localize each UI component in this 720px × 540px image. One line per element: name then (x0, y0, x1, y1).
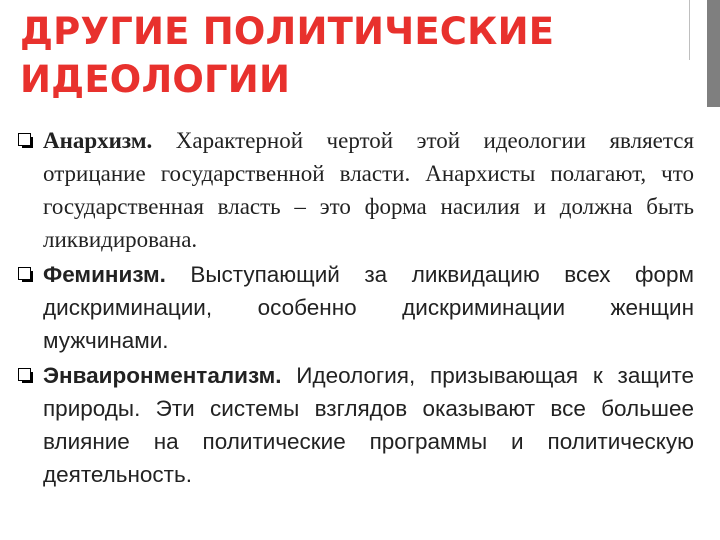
checkbox-bullet-icon (18, 267, 31, 280)
checkbox-bullet-icon (18, 368, 31, 381)
list-item-environmentalism (14, 359, 694, 491)
decorative-bar (707, 0, 720, 107)
item-description: Идеология, призывающая к защите природы. Эти системы взглядов оказывают все большее влияние на политические программы и политическую деятельность. (43, 363, 694, 487)
list-item-anarchism (14, 124, 694, 256)
item-term: Феминизм. (43, 262, 166, 287)
item-description: Выступающий за ликвидацию всех форм дискриминации, особенно дискриминации женщин мужчинами. (43, 262, 694, 353)
item-term: Энваиронментализм. (43, 363, 282, 388)
item-term: Анархизм. (43, 128, 153, 153)
item-text (43, 124, 694, 256)
bullet-list (14, 124, 694, 493)
decorative-line (689, 0, 690, 60)
item-text (43, 258, 694, 357)
checkbox-bullet-icon (18, 133, 31, 146)
list-item-feminism (14, 258, 694, 357)
item-text (43, 359, 694, 491)
slide-title: ДРУГИЕ ПОЛИТИЧЕСКИЕ ИДЕОЛОГИИ (20, 10, 555, 101)
item-description: Характерной чертой этой идеологии является отрицание государственной власти. Анархисты полагают, что государственная власть – это форма насилия и должна быть ликвидирована. (43, 128, 695, 252)
